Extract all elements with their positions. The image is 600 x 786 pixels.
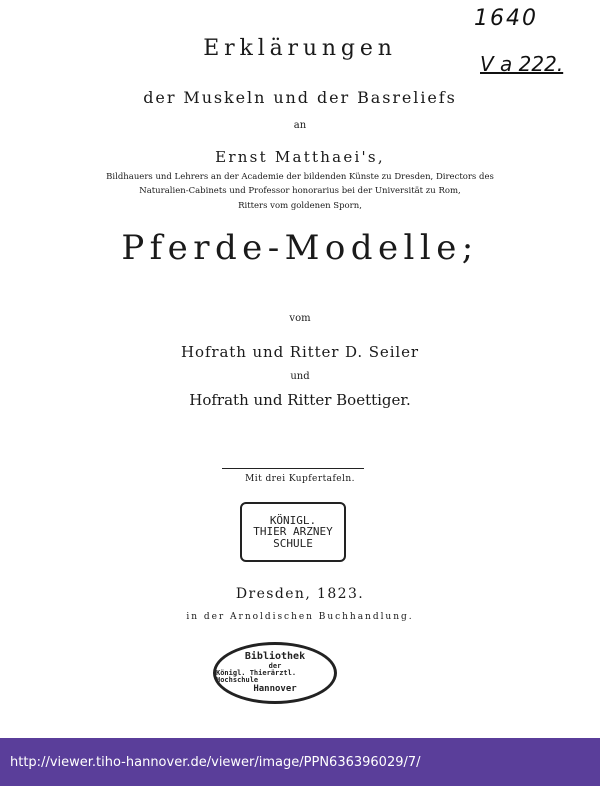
viewer-url[interactable]: http://viewer.tiho-hannover.de/viewer/image/PPN636396029/7/ bbox=[10, 754, 421, 770]
stamp-top-line-1: KÖNIGL. bbox=[269, 513, 317, 527]
stamp-bottom-line-4: Hannover bbox=[253, 683, 297, 694]
stamp-top-line-3: SCHULE bbox=[273, 536, 313, 550]
title-line-1: Erklärungen bbox=[203, 36, 397, 61]
artist-description-3: Ritters vom goldenen Sporn, bbox=[238, 201, 362, 211]
handwritten-shelfmark: V a 222. bbox=[480, 52, 564, 76]
author-2: Hofrath und Ritter Boettiger. bbox=[189, 391, 411, 409]
stamp-bottom-line-2: der bbox=[268, 661, 282, 670]
main-title: Pferde-Modelle; bbox=[121, 228, 479, 268]
place-year: Dresden, 1823. bbox=[235, 586, 365, 602]
stamp-top-line-2: THIER ARZNEY bbox=[253, 525, 333, 539]
title-line-2: der Muskeln und der Basreliefs bbox=[143, 88, 457, 107]
library-stamp-top bbox=[240, 502, 346, 562]
artist-name: Ernst Matthaei's, bbox=[215, 148, 385, 166]
handwritten-number: 1640 bbox=[474, 6, 538, 31]
plates-line bbox=[222, 468, 364, 469]
artist-description-1: Bildhauers und Lehrers an der Academie der bildenden Künste zu Dresden, Directors des bbox=[106, 172, 494, 182]
stamp-bottom-line-1: Bibliothek bbox=[244, 651, 306, 663]
title-line-3: an bbox=[293, 120, 307, 131]
stamp-bottom-line-3: Königl. Thierärztl. Hochschule bbox=[216, 668, 297, 685]
viewer-url-bar bbox=[0, 738, 600, 786]
vom-label: vom bbox=[289, 313, 311, 324]
und-label: und bbox=[290, 371, 310, 382]
plates-note: Mit drei Kupfertafeln. bbox=[245, 474, 355, 484]
publisher: in der Arnoldischen Buchhandlung. bbox=[186, 612, 414, 622]
artist-description-2: Naturalien-Cabinets und Professor honorarius bei der Universität zu Rom, bbox=[139, 186, 461, 196]
library-stamp-bottom bbox=[213, 642, 337, 704]
author-1: Hofrath und Ritter D. Seiler bbox=[181, 343, 419, 361]
